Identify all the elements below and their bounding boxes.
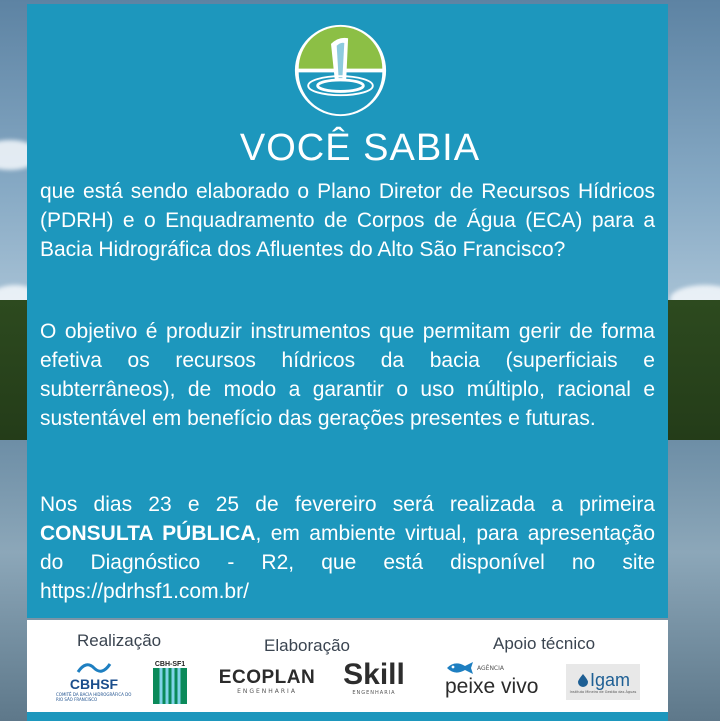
igam-logo bbox=[566, 664, 640, 700]
igam-name: Igam bbox=[589, 669, 631, 690]
consultation-text-middle: , em ambiente virtual, para apresentação do Diagnóstico - R2, que está disponível no site bbox=[40, 522, 655, 574]
peixe-vivo-agency: AGÊNCIA bbox=[477, 664, 504, 672]
skill-name: Skill bbox=[343, 658, 405, 691]
consultation-highlight: CONSULTA PÚBLICA bbox=[40, 522, 256, 545]
cbhsf-logo bbox=[56, 657, 132, 705]
apoio-tecnico-label: Apoio técnico bbox=[493, 634, 596, 653]
intro-paragraph: que está sendo elaborado o Plano Diretor de Recursos Hídricos (PDRH) e o Enquadramento de Corpos de Água (ECA) para a Bacia Hidrográfica dos Afluentes do Alto São Francisco? bbox=[40, 180, 655, 261]
cbhsf-name: CBHSF bbox=[69, 676, 119, 692]
realizacao-label: Realização bbox=[77, 631, 162, 650]
ecoplan-logo bbox=[215, 665, 319, 697]
waterfall-logo-icon bbox=[293, 23, 388, 118]
cbhsf-subtitle: COMITÊ DA BACIA HIDROGRÁFICA DO RIO SÃO FRANCISCO bbox=[56, 692, 132, 702]
elaboracao-label: Elaboração bbox=[264, 636, 351, 655]
objective-paragraph: O objetivo é produzir instrumentos que permitam gerir de forma efetiva os recursos hídricos da bacia (superficiais e subterrâneos), de modo a garantir o uso múltiplo, racional e sustentável em benefício das gerações presentes e futuras. bbox=[40, 320, 655, 430]
river-stripes-icon bbox=[153, 668, 187, 704]
bottom-bar bbox=[27, 712, 668, 721]
ecoplan-subtitle: ENGENHARIA bbox=[237, 687, 297, 695]
peixe-vivo-top bbox=[445, 660, 504, 676]
consultation-text-start: Nos dias 23 e 25 de fevereiro será realizada a primeira bbox=[40, 493, 655, 516]
igam-subtitle: Instituto Mineiro de Gestão das Águas bbox=[569, 689, 637, 694]
cbh-sf1-name: CBH-SF1 bbox=[154, 660, 186, 668]
cbh-sf1-logo bbox=[150, 657, 190, 707]
consultation-paragraph bbox=[40, 490, 655, 606]
ecoplan-name: ECOPLAN bbox=[218, 666, 316, 688]
page-title: VOCÊ SABIA bbox=[239, 127, 481, 169]
wave-icon bbox=[74, 660, 114, 676]
peixe-vivo-name: peixe vivo bbox=[445, 675, 539, 698]
fish-icon bbox=[445, 660, 475, 676]
peixe-vivo-logo bbox=[445, 657, 550, 701]
igam-top bbox=[576, 671, 630, 690]
skill-subtitle: ENGENHARIA bbox=[352, 690, 396, 696]
water-drop-icon bbox=[576, 673, 590, 687]
site-link[interactable]: https://pdrhsf1.com.br/ bbox=[40, 580, 249, 603]
skill-logo bbox=[338, 659, 410, 697]
